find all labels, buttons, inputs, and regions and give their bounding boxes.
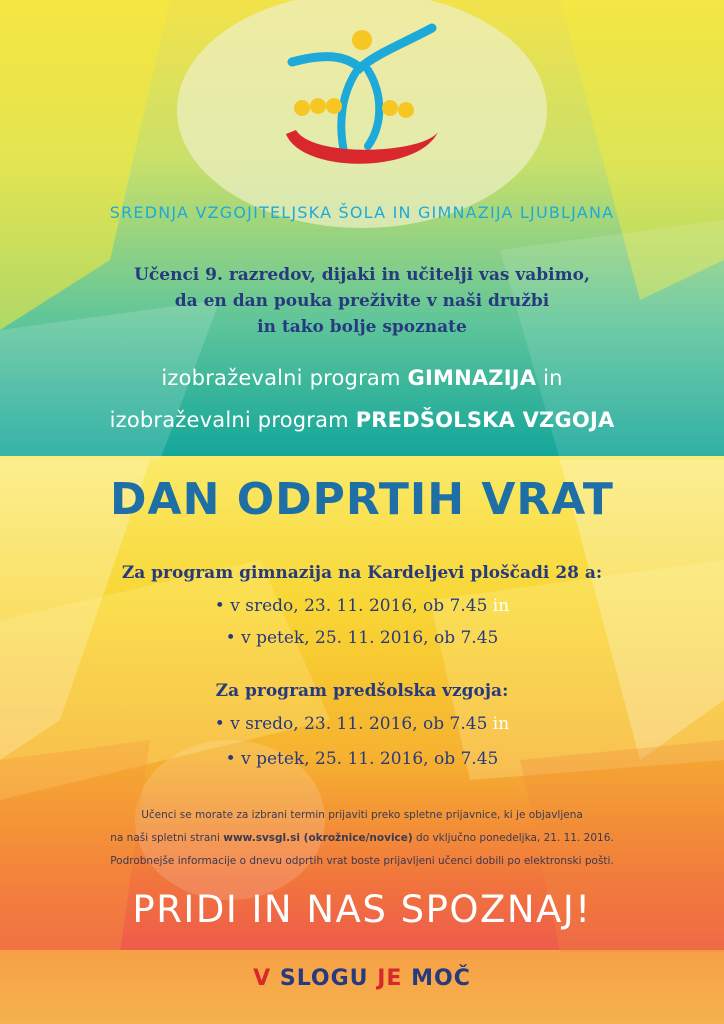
program-prefix: izobraževalni program	[161, 366, 408, 390]
program-name: GIMNAZIJA	[407, 366, 537, 390]
session-date: • v petek, 25. 11. 2016, ob 7.45	[225, 749, 499, 769]
motto-word: V	[253, 966, 280, 991]
invitation-text	[0, 262, 724, 340]
registration-note-line: Podrobnejše informacije o dnevu odprtih vrat boste prijavljeni učenci dobili po elektronski pošti.	[110, 855, 614, 867]
invitation-line: da en dan pouka preživite v naši družbi	[174, 291, 550, 311]
motto-word: SLOGU	[279, 966, 378, 991]
motto	[0, 966, 724, 991]
school-name: SREDNJA VZGOJITELJSKA ŠOLA IN GIMNAZIJA LJUBLJANA	[109, 203, 615, 222]
website-link[interactable]: www.svsgl.si (okrožnice/novice)	[223, 832, 413, 844]
session-heading-predsolska: Za program predšolska vzgoja:	[215, 681, 509, 701]
program-line-predsolska	[0, 408, 724, 432]
program-suffix: in	[536, 366, 563, 390]
program-line-gimnazija	[0, 366, 724, 390]
program-prefix: izobraževalni program	[109, 408, 356, 432]
session-heading-gimnazija: Za program gimnazija na Kardeljevi ploščadi 28 a:	[121, 563, 603, 583]
motto-word: MOČ	[411, 966, 471, 991]
session-date: • v sredo, 23. 11. 2016, ob 7.45 in	[214, 596, 510, 616]
invitation-line: Učenci 9. razredov, dijaki in učitelji vas vabimo,	[134, 265, 590, 285]
slogan: PRIDI IN NAS SPOZNAJ!	[132, 888, 592, 931]
registration-note-line: na naši spletni strani www.svsgl.si (okrožnice/novice) do vključno ponedeljka, 21. 11. 2016.	[110, 832, 614, 844]
invitation-line: in tako bolje spoznate	[257, 317, 467, 337]
motto-word: JE	[377, 966, 412, 991]
event-title: DAN ODPRTIH VRAT	[110, 474, 614, 525]
session-date: • v petek, 25. 11. 2016, ob 7.45	[225, 628, 499, 648]
registration-note-line: Učenci se morate za izbrani termin prijaviti preko spletne prijavnice, ki je objavljena	[141, 809, 583, 821]
school-logo-figure-icon	[272, 14, 448, 184]
session-date: • v sredo, 23. 11. 2016, ob 7.45 in	[214, 714, 510, 734]
program-name: PREDŠOLSKA VZGOJA	[355, 408, 615, 432]
